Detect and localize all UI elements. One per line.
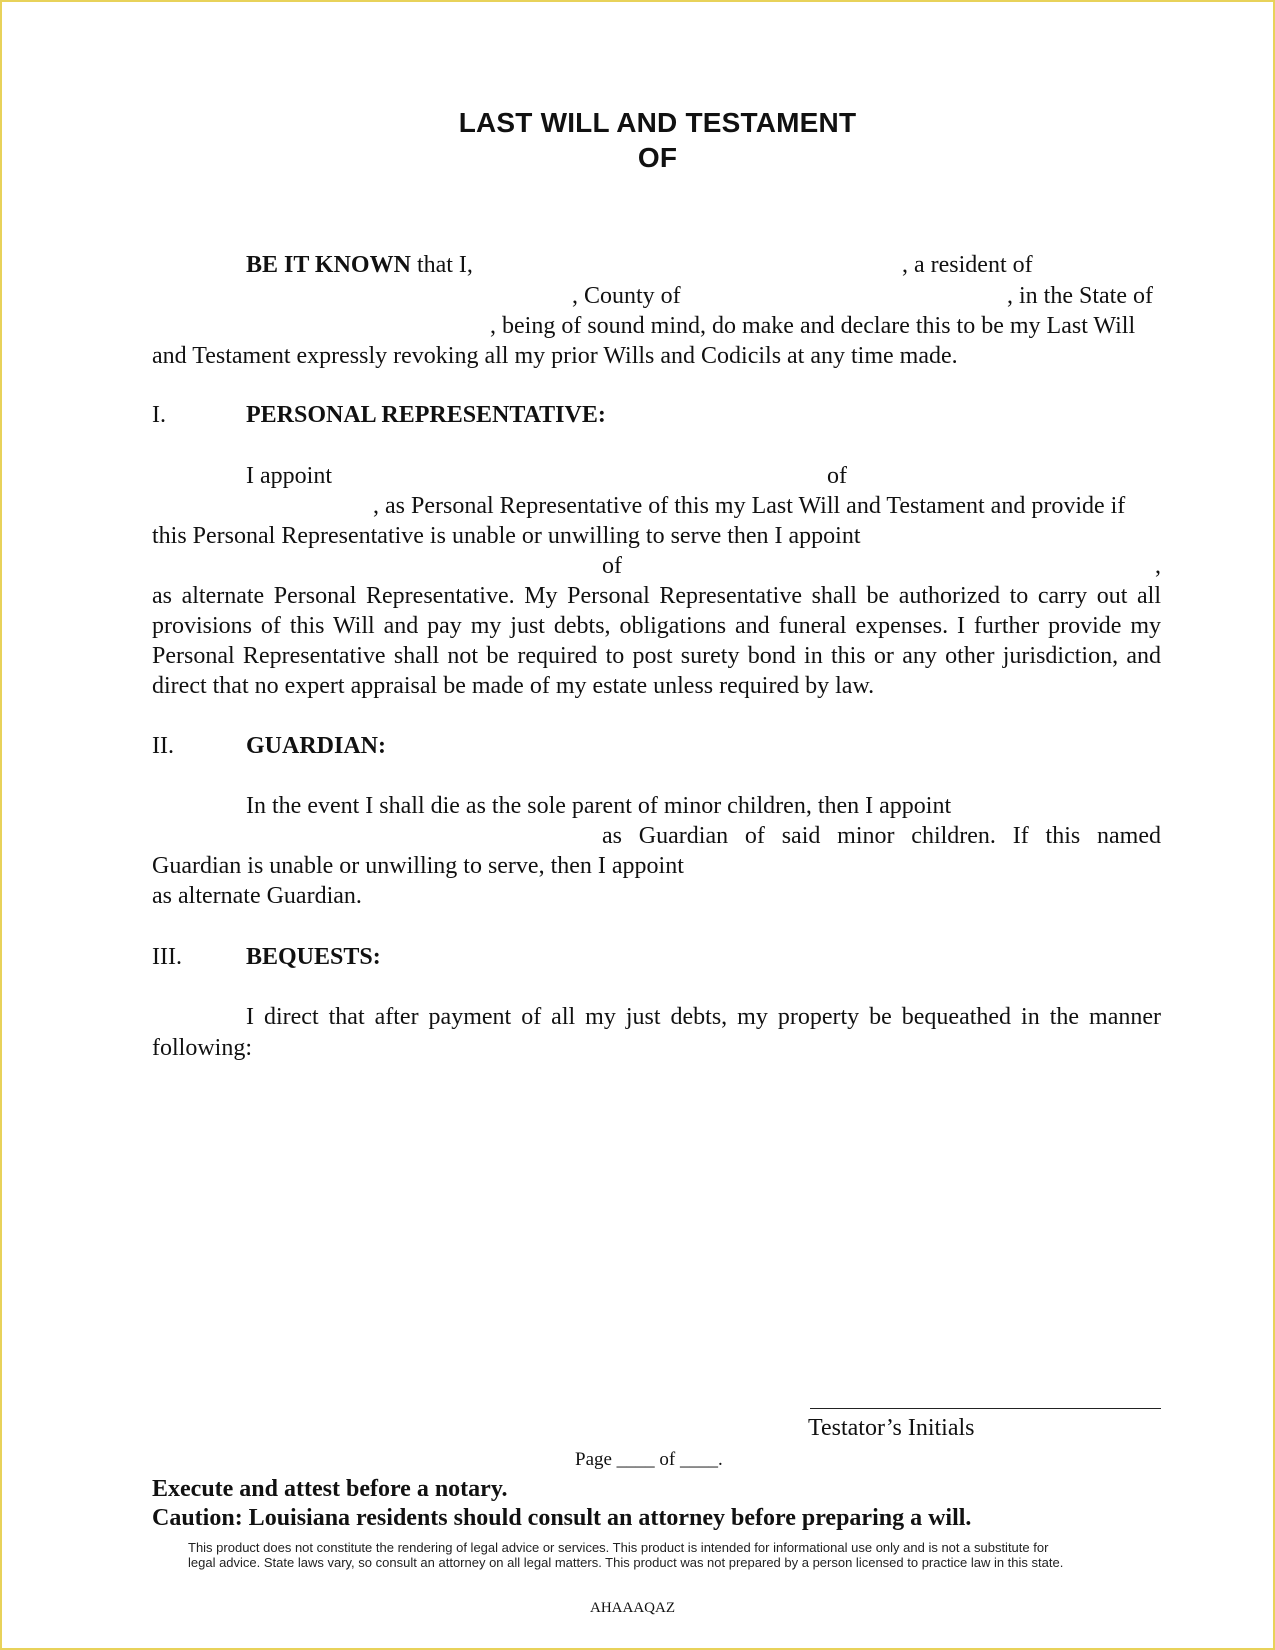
section-1-heading: PERSONAL REPRESENTATIVE: — [246, 402, 606, 428]
appraisal-line: direct that no expert appraisal be made of my estate unless required by law. — [152, 673, 875, 699]
document-code: AHAAAQAZ — [590, 1600, 675, 1616]
of-text-1: of — [827, 463, 847, 489]
execute-notice: Execute and attest before a notary. — [152, 1476, 508, 1502]
county-of-text: , County of — [572, 283, 681, 309]
comma-text: , — [1155, 553, 1161, 579]
appoint-text: I appoint — [246, 463, 332, 489]
guardian-line-2: as Guardian of said minor children. If this named — [602, 823, 1161, 849]
personal-rep-line: , as Personal Representative of this my Last Will and Testament and provide if — [373, 493, 1126, 519]
of-text-2: of — [602, 553, 622, 579]
guardian-line-3: Guardian is unable or unwilling to serve, then I appoint — [152, 853, 684, 879]
section-1-numeral: I. — [152, 402, 166, 428]
intro-that-i: that I, — [416, 252, 473, 278]
state-of-text: , in the State of — [1007, 283, 1153, 309]
alternate-rep-line: as alternate Personal Representative. My Personal Representative shall be authorized to carry out all — [152, 583, 1161, 609]
section-2-numeral: II. — [152, 733, 174, 759]
section-3-numeral: III. — [152, 944, 182, 970]
bequests-line-2: following: — [152, 1035, 252, 1061]
bequests-line-1: I direct that after payment of all my just debts, my property be bequeathed in the manner — [246, 1004, 1161, 1030]
initials-signature-line — [810, 1408, 1161, 1409]
caution-notice: Caution: Louisiana residents should consult an attorney before preparing a will. — [152, 1505, 972, 1531]
disclaimer-line-1: This product does not constitute the rendering of legal advice or services. This product is intended for informational use only and is not a substitute for — [188, 1540, 1049, 1555]
resident-of-text: , a resident of — [902, 252, 1033, 278]
section-3-heading: BEQUESTS: — [246, 944, 381, 970]
document-title-of: OF — [637, 142, 678, 173]
revoking-text: and Testament expressly revoking all my prior Wills and Codicils at any time made. — [152, 343, 958, 369]
sound-mind-text: , being of sound mind, do make and declare this to be my Last Will — [490, 313, 1136, 339]
intro-lead — [246, 252, 473, 279]
page-number: Page ____ of ____. — [575, 1449, 723, 1470]
section-2-heading: GUARDIAN: — [246, 733, 386, 759]
be-it-known: BE IT KNOWN — [246, 252, 411, 278]
unable-unwilling-line: this Personal Representative is unable or unwilling to serve then I appoint — [152, 523, 861, 549]
document-title: LAST WILL AND TESTAMENT — [458, 107, 857, 138]
guardian-line-1: In the event I shall die as the sole parent of minor children, then I appoint — [246, 793, 952, 819]
disclaimer-line-2: legal advice. State laws vary, so consult an attorney on all legal matters. This product was not prepared by a person licensed to practice law in this state. — [188, 1555, 1064, 1570]
provisions-line: provisions of this Will and pay my just debts, obligations and funeral expenses. I further provide my — [152, 613, 1161, 639]
testator-initials-label: Testator’s Initials — [808, 1415, 975, 1441]
guardian-line-4: as alternate Guardian. — [152, 883, 362, 909]
surety-bond-line: Personal Representative shall not be required to post surety bond in this or any other jurisdiction, and — [152, 643, 1161, 669]
